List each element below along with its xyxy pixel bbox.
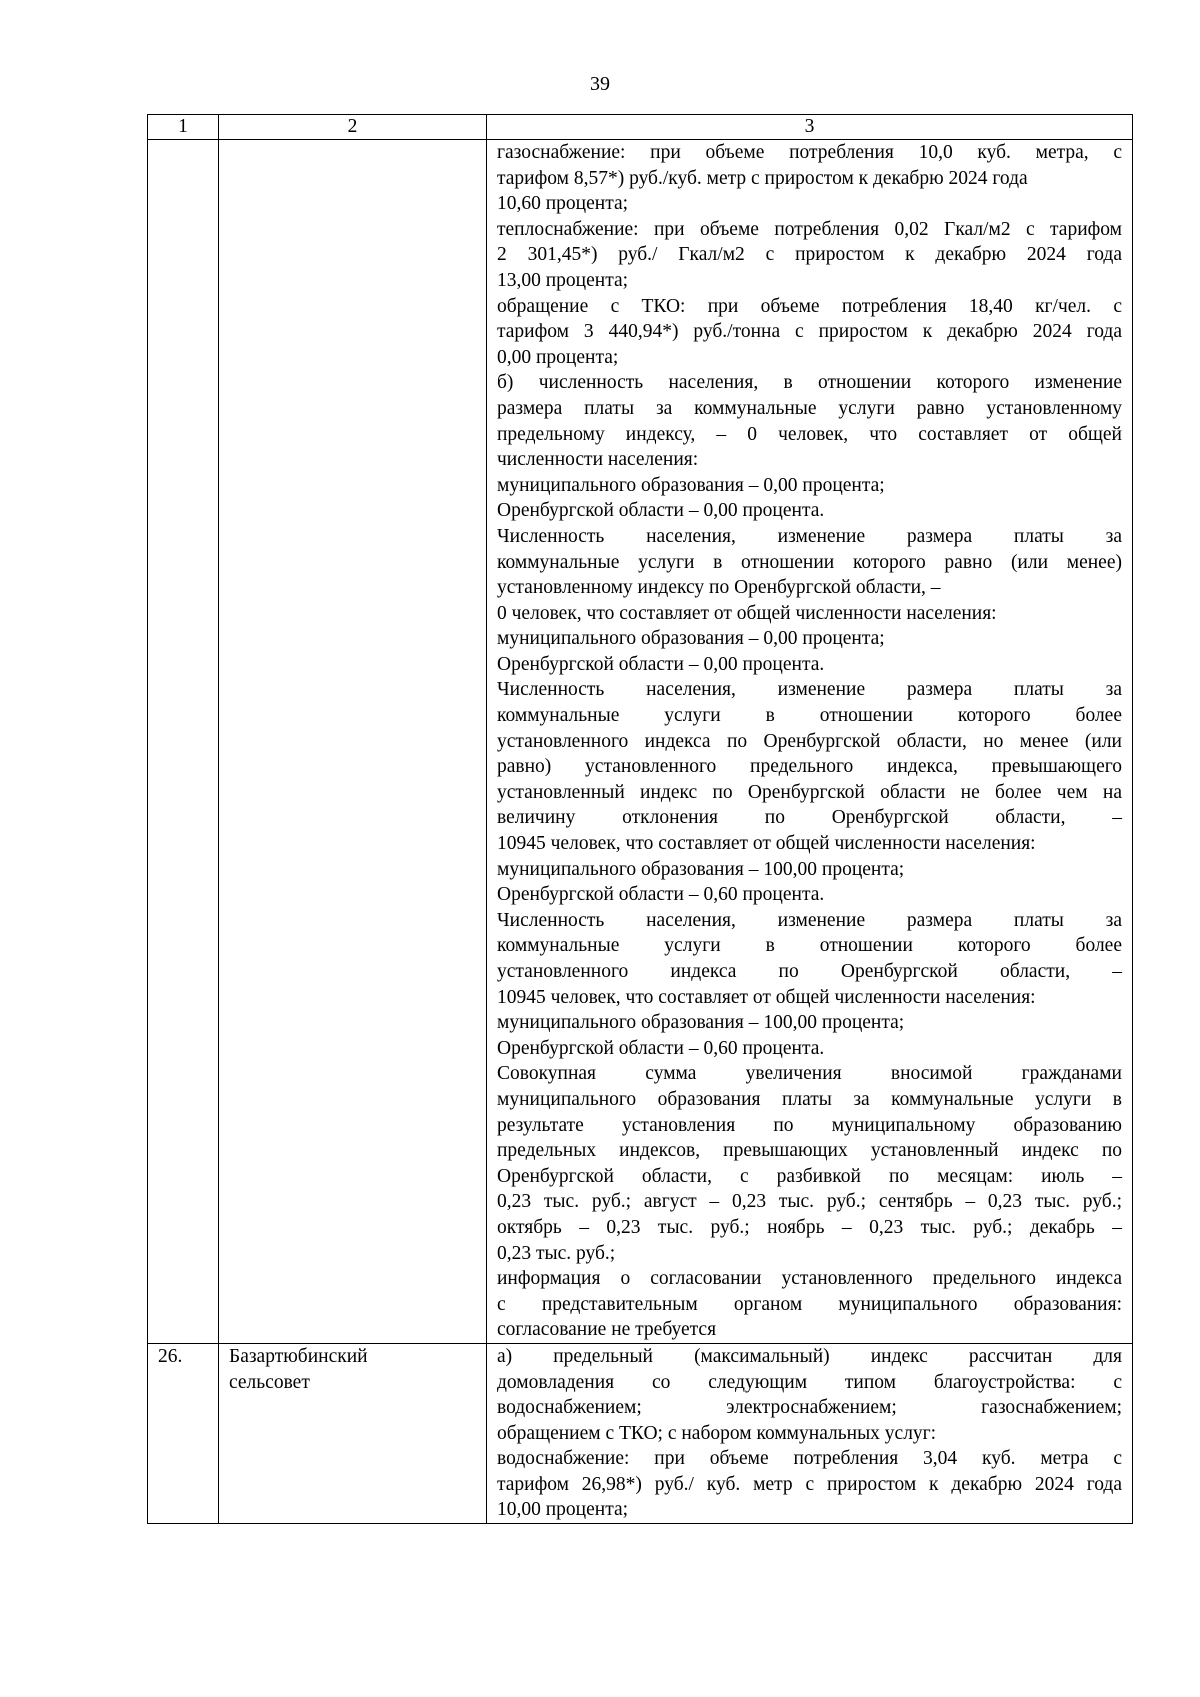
text-line: 10945 человек, что составляет от общей численности населения: (497, 986, 1036, 1008)
text-line: обращением с ТКО; с набором коммунальных услуг: (497, 1422, 937, 1444)
details-text (497, 1344, 1122, 1523)
data-table (147, 114, 1133, 1524)
text-line: водоснабжение: при объеме потребления 3,04 куб. метра с (497, 1448, 1122, 1470)
text-line: 2 301,45*) руб./ Гкал/м2 с приростом к декабрю 2024 года (497, 244, 1122, 266)
text-line: Численность населения, изменение размера платы за (497, 679, 1122, 701)
text-line: тарифом 26,98*) руб./ куб. метр с приростом к декабрю 2024 года (497, 1473, 1122, 1495)
text-line: величину отклонения по Оренбургской области, – (497, 807, 1122, 829)
row-number-cell (148, 140, 219, 1344)
text-line: Оренбургской области – 0,00 процента. (497, 500, 825, 522)
text-line: коммунальные услуги в отношении которого более (497, 705, 1122, 727)
text-line: октябрь – 0,23 тыс. руб.; ноябрь – 0,23 тыс. руб.; декабрь – (497, 1216, 1122, 1238)
text-line: б) численность населения, в отношении которого изменение (497, 372, 1122, 394)
header-cell-1: 1 (148, 115, 219, 140)
text-line: муниципального образования платы за коммунальные услуги в (497, 1088, 1122, 1110)
text-line: газоснабжение: при объеме потребления 10,0 куб. метра, с (497, 142, 1122, 163)
table-row-continued (148, 140, 1133, 1344)
text-line: муниципального образования – 100,00 процента; (497, 1012, 905, 1034)
text-line: тарифом 8,57*) руб./куб. метр с приростом к декабрю 2024 года (497, 167, 1028, 189)
text-line: коммунальные услуги в отношении которого более (497, 935, 1122, 957)
text-line: а) предельный (максимальный) индекс рассчитан для (497, 1345, 1122, 1367)
text-line: 0,23 тыс. руб.; август – 0,23 тыс. руб.; сентябрь – 0,23 тыс. руб.; (497, 1191, 1122, 1213)
text-line: предельных индексов, превышающих установленный индекс по (497, 1140, 1122, 1162)
text-line: коммунальные услуги в отношении которого равно (или менее) (497, 551, 1122, 573)
text-line: 10,00 процента; (497, 1499, 629, 1521)
text-line: с представительным органом муниципального образования: (497, 1293, 1122, 1315)
text-line: равно) установленного предельного индекса, превышающего (497, 756, 1122, 778)
text-line: теплоснабжение: при объеме потребления 0,02 Гкал/м2 с тарифом (497, 218, 1122, 240)
text-line: результате установления по муниципальному образованию (497, 1114, 1122, 1136)
text-line: 10,60 процента; (497, 193, 629, 215)
text-line: Оренбургской области – 0,60 процента. (497, 884, 825, 906)
text-line: тарифом 3 440,94*) руб./тонна с приростом к декабрю 2024 года (497, 321, 1122, 343)
text-line: домовладения со следующим типом благоустройства: с (497, 1371, 1122, 1393)
text-line: муниципального образования – 100,00 процента; (497, 858, 905, 880)
text-line: установленного индекса по Оренбургской области, но менее (или (497, 730, 1122, 752)
header-cell-2: 2 (219, 115, 487, 140)
text-line: установленный индекс по Оренбургской области не более чем на (497, 781, 1122, 803)
text-line: обращение с ТКО: при объеме потребления 18,40 кг/чел. с (497, 295, 1122, 317)
text-line: предельному индексу, – 0 человек, что составляет от общей (497, 423, 1122, 445)
text-line: 0 человек, что составляет от общей численности населения: (497, 602, 997, 624)
text-line: Оренбургской области – 0,60 процента. (497, 1037, 825, 1059)
text-line: численности населения: (497, 449, 699, 471)
table-row-26 (148, 1343, 1133, 1523)
details-text (497, 140, 1122, 1343)
row-number-cell: 26. (148, 1343, 219, 1523)
municipality-name-cell (219, 1343, 487, 1523)
text-line: муниципального образования – 0,00 процента; (497, 628, 885, 650)
text-line: информация о согласовании установленного предельного индекса (497, 1268, 1122, 1290)
text-line: Оренбургской области, с разбивкой по месяцам: июль – (497, 1165, 1122, 1187)
municipality-name-cell (219, 140, 487, 1344)
text-line: 0,00 процента; (497, 346, 619, 368)
text-line: водоснабжением; электроснабжением; газоснабжением; (497, 1397, 1122, 1419)
municipality-name-line: Базартюбинский (229, 1345, 368, 1367)
header-cell-3: 3 (487, 115, 1133, 140)
text-line: Оренбургской области – 0,00 процента. (497, 653, 825, 675)
text-line: установленному индексу по Оренбургской области, – (497, 577, 941, 599)
text-line: согласование не требуется (497, 1319, 717, 1341)
text-line: Численность населения, изменение размера платы за (497, 909, 1122, 931)
details-cell (487, 140, 1133, 1344)
municipality-name-line: сельсовет (229, 1371, 310, 1393)
text-line: Совокупная сумма увеличения вносимой гражданами (497, 1063, 1122, 1085)
text-line: установленного индекса по Оренбургской области, – (497, 961, 1122, 982)
table-header-row (148, 115, 1133, 140)
text-line: 10945 человек, что составляет от общей численности населения: (497, 833, 1036, 855)
text-line: 0,23 тыс. руб.; (497, 1242, 616, 1264)
text-line: 13,00 процента; (497, 269, 629, 291)
details-cell (487, 1343, 1133, 1523)
text-line: муниципального образования – 0,00 процента; (497, 474, 885, 496)
text-line: Численность населения, изменение размера платы за (497, 525, 1122, 547)
text-line: размера платы за коммунальные услуги равно установленному (497, 397, 1122, 419)
page-number: 39 (590, 73, 610, 95)
